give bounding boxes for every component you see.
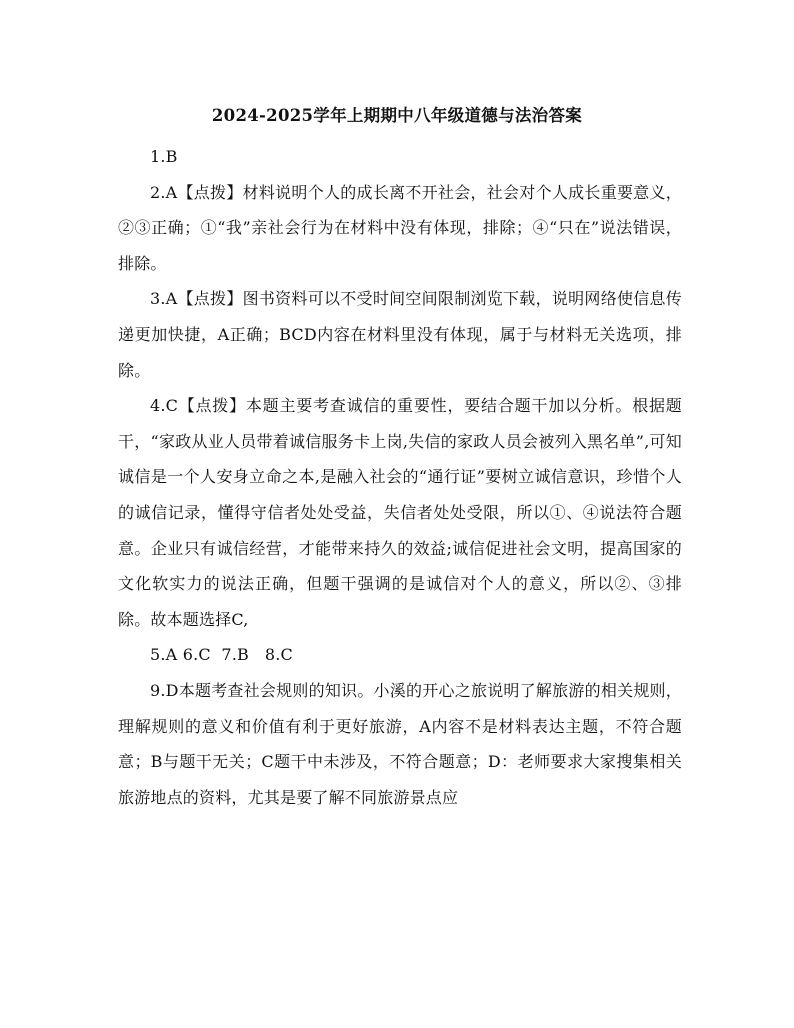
answer-list xyxy=(118,139,682,815)
answer-5-8: 5.A 6.C 7.B 8.C xyxy=(150,645,293,665)
answer-9: 9.D本题考查社会规则的知识。小溪的开心之旅说明了解旅游的相关规则，理解规则的意义和价值有利于更好旅游，A内容不是材料表达主题，不符合题意；B与题干无关；C题干中未涉及，不符合题意；D：老师要求大家搜集相关旅游地点的资料，尤其是要了解不同旅游景点应 xyxy=(118,680,682,807)
page-title: 2024-2025学年上期期中八年级道德与法治答案 xyxy=(211,106,583,125)
answer-3: 3.A【点拨】图书资料可以不受时间空间限制浏览下载，说明网络使信息传递更加快捷，A正确；BCD内容在材料里没有体现，属于与材料无关选项，排除。 xyxy=(118,289,682,380)
answer-2: 2.A【点拨】材料说明个人的成长离不开社会，社会对个人成长重要意义，②③正确；①“我”亲社会行为在材料中没有体现，排除；④“只在”说法错误，排除。 xyxy=(118,182,682,273)
answer-1: 1.B xyxy=(150,147,178,166)
answer-4: 4.C【点拨】本题主要考查诚信的重要性，要结合题干加以分析。根据题干，“家政从业人员带着诚信服务卡上岗,失信的家政人员会被列入黑名单”,可知诚信是一个人安身立命之本,是融入社会的“通行证”要树立诚信意识，珍惜个人的诚信记录，懂得守信者处处受益，失信者处处受限，所以①、④说法符合题意。企业只有诚信经营，才能带来持久的效益;诚信促进社会文明，提高国家的文化软实力的说法正确，但题干强调的是诚信对个人的意义，所以②、③排除。故本题选择C, xyxy=(118,396,682,629)
